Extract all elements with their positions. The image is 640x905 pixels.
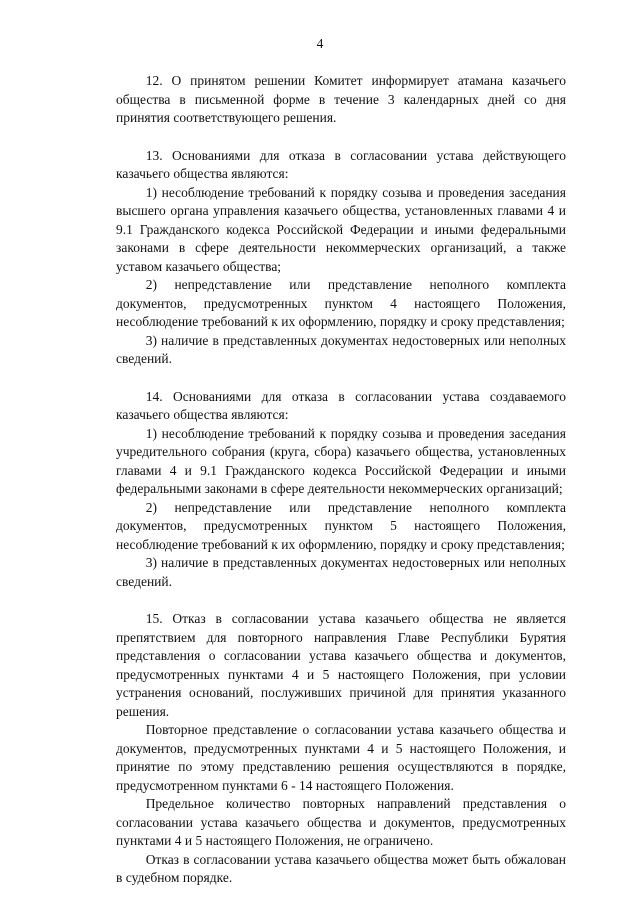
- paragraph: Повторное представление о согласовании устава казачьего общества и документов, предусмотренных пунктами 4 и 5 настоящего Положения, и принятие по этому представлению решения осуществляются в порядке, предусмотренном пунктами 6 - 14 настоящего Положения.: [116, 722, 566, 793]
- list-item: 3) наличие в представленных документах недостоверных или неполных сведений.: [116, 332, 566, 366]
- paragraph: Отказ в согласовании устава казачьего общества может быть обжалован в судебном порядке.: [116, 851, 566, 885]
- section-13: [116, 147, 566, 369]
- section-15: [116, 610, 566, 888]
- page-number: 4: [316, 36, 324, 51]
- section-14: [116, 388, 566, 592]
- document-body: [116, 72, 566, 888]
- list-item: 1) несоблюдение требований к порядку созыва и проведения заседания учредительного собрания (круга, сбора) казачьего общества, установленных главами 4 и 9.1 Гражданского кодекса Российской Федерации и иными федеральными законами в сфере деятельности некоммерческих организаций;: [116, 425, 566, 496]
- list-item: 2) непредставление или представление неполного комплекта документов, предусмотренных пунктом 5 настоящего Положения, несоблюдение требований к их оформлению, порядку и сроку представления;: [116, 499, 566, 552]
- list-item: 1) несоблюдение требований к порядку созыва и проведения заседания высшего органа управления казачьего общества, установленных главами 4 и 9.1 Гражданского кодекса Российской Федерации и иными федеральными законами в сфере деятельности некоммерческих организаций, а также уставом казачьего общества;: [116, 184, 566, 274]
- paragraph: 13. Основаниями для отказа в согласовании устава действующего казачьего общества являются:: [116, 147, 566, 181]
- section-12: [116, 72, 566, 128]
- paragraph: 12. О принятом решении Комитет информирует атамана казачьего общества в письменной форме в течение 3 календарных дней со дня принятия соответствующего решения.: [116, 73, 566, 125]
- list-item: 3) наличие в представленных документах недостоверных или неполных сведений.: [116, 555, 566, 589]
- list-item: 2) непредставление или представление неполного комплекта документов, предусмотренных пунктом 4 настоящего Положения, несоблюдение требований к их оформлению, порядку и сроку представления;: [116, 277, 566, 329]
- paragraph: 15. Отказ в согласовании устава казачьего общества не является препятствием для повторного направления Главе Республики Бурятия представления о согласовании устава казачьего общества и документов, предусмотренных пунктами 4 и 5 настоящего Положения, при условии устранения оснований, послуживших причиной для принятия указанного решения.: [116, 611, 566, 719]
- paragraph: Предельное количество повторных направлений представления о согласовании устава казачьего общества и документов, предусмотренных пунктами 4 и 5 настоящего Положения, не ограничено.: [116, 796, 566, 848]
- paragraph: 14. Основаниями для отказа в согласовании устава создаваемого казачьего общества являются:: [116, 388, 566, 422]
